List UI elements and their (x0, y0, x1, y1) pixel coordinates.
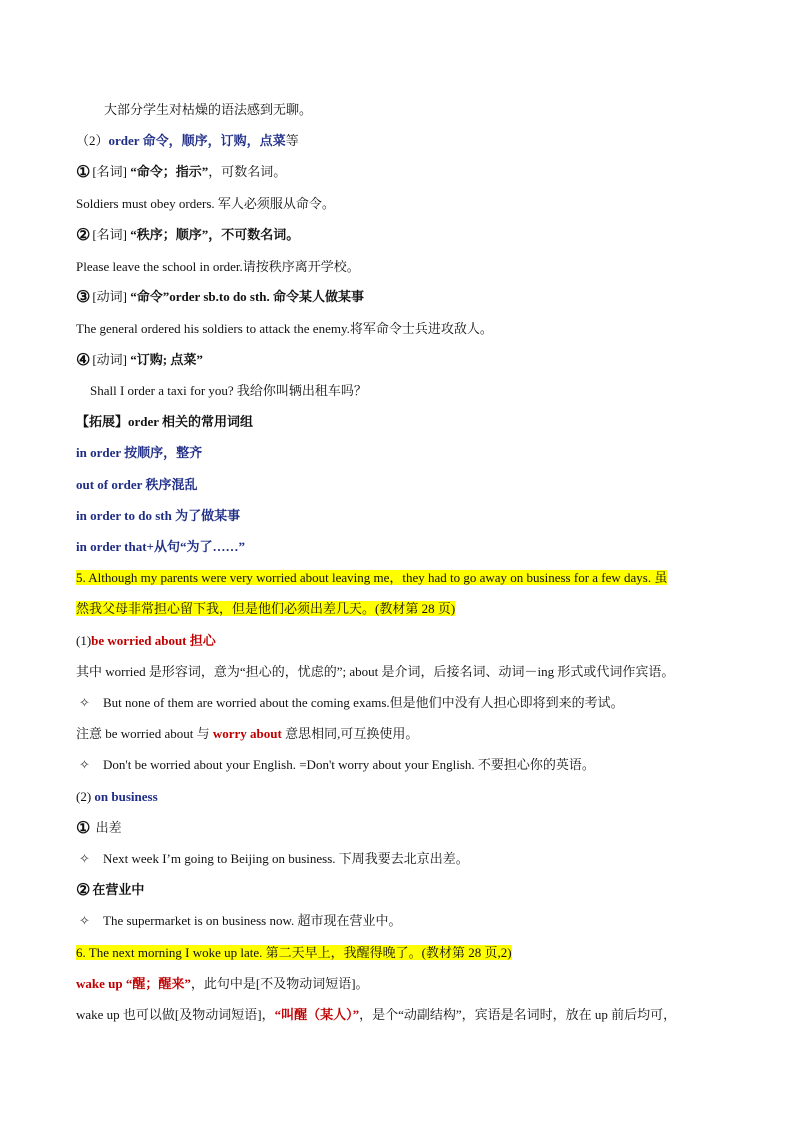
phrase-in-order (76, 444, 734, 462)
example-beijing-business-text: Next week I’m going to Beijing on business. 下周我要去北京出差。 (103, 851, 469, 866)
order-sense-1-pos: [名词] (92, 164, 131, 179)
wake-up-intransitive (76, 975, 734, 993)
phrase-in-order-that-cn: +从句“为了……” (146, 539, 245, 554)
phrase-in-order-to-cn: 为了做某事 (175, 508, 241, 523)
phrase-in-order-that (76, 538, 734, 556)
phrase-out-of-order-en: out of order (76, 477, 146, 492)
example-supermarket (76, 912, 734, 930)
phrase-in-order-cn: 按顺序，整齐 (124, 445, 203, 460)
example-coming-exams (76, 694, 734, 712)
on-business-sense-1-text: 出差 (92, 820, 122, 835)
order-sense-3 (76, 288, 734, 307)
example-dont-worry (76, 756, 734, 774)
heading-order (76, 132, 734, 150)
sparkle-bullet-icon: ✧ (79, 695, 90, 710)
heading-order-suffix: 等 (285, 133, 299, 148)
circled-number-1: ① (76, 820, 91, 837)
phrase-out-of-order-cn: 秩序混乱 (145, 477, 198, 492)
sentence-5-english-text: 5. Although my parents were very worried about leaving me，they had to go away on business for a few days. 虽 (76, 570, 668, 585)
worried-explanation: 其中 worried 是形容词，意为“担心的，忧虑的”; about 是介词，后接名词、动词－ing 形式或代词作宾语。 (76, 664, 675, 679)
phrase-out-of-order (76, 476, 734, 494)
note-worry-about-phrase: worry about (212, 726, 282, 741)
sentence-6 (76, 944, 734, 962)
order-sense-1-meaning: “命令；指示” (130, 164, 209, 179)
example-general-ordered: The general ordered his soldiers to attack the enemy.将军命令士兵进攻敌人。 (76, 321, 493, 336)
sentence-5-chinese (76, 600, 734, 618)
heading-order-prefix: （2） (76, 133, 109, 148)
heading-be-worried-about-phrase: be worried about 担心 (91, 633, 216, 648)
example-leave-in-order: Please leave the school in order.请按秩序离开学校。 (76, 259, 360, 274)
order-sense-4 (76, 351, 734, 370)
extension-heading: 【拓展】order 相关的常用词组 (76, 414, 254, 429)
sentence-5-english (76, 569, 734, 587)
on-business-sense-2-text: 在营业中 (92, 882, 145, 897)
heading-on-business-prefix: (2) (76, 789, 95, 804)
wake-up-transitive (76, 1006, 734, 1024)
example-beijing-business (76, 850, 734, 868)
circled-number-2: ② (76, 227, 91, 244)
example-coming-exams-text: But none of them are worried about the coming exams.但是他们中没有人担心即将到来的考试。 (103, 695, 624, 710)
example-dont-worry-text: Don't be worried about your English. =Don't worry about your English. 不要担心你的英语。 (103, 757, 595, 772)
phrase-in-order-to (76, 507, 734, 525)
note-worry-about-c: 意思相同,可互换使用。 (281, 726, 419, 741)
wake-up-transitive-meaning: “叫醒（某人）” (274, 1007, 360, 1022)
wake-up-phrase: wake up “醒；醒来” (76, 976, 191, 991)
phrase-in-order-to-en: in order to do sth (76, 508, 176, 523)
on-business-sense-1 (76, 819, 734, 838)
order-sense-3-meaning: “命令”order sb.to do sth. 命令某人做某事 (130, 289, 365, 304)
order-sense-4-pos: [动词] (92, 352, 131, 367)
note-worry-about (76, 725, 734, 743)
note-worry-about-a: 注意 be worried about 与 (76, 726, 213, 741)
sparkle-bullet-icon: ✧ (79, 757, 90, 772)
text-line-grammar-boring: 大部分学生对枯燥的语法感到无聊。 (104, 102, 313, 117)
heading-be-worried-about (76, 632, 734, 650)
sparkle-bullet-icon: ✧ (79, 913, 90, 928)
wake-up-transitive-c: ，是个“动副结构”，宾语是名词时，放在 up 前后均可， (359, 1007, 677, 1022)
sentence-5-chinese-text: 然我父母非常担心留下我，但是他们必须出差几天。(教材第 28 页) (76, 601, 456, 616)
heading-on-business (76, 788, 734, 806)
order-sense-4-meaning: “订购; 点菜” (130, 352, 203, 367)
order-sense-2 (76, 226, 734, 245)
heading-be-worried-about-prefix: (1) (76, 633, 92, 648)
phrase-in-order-en: in order (76, 445, 125, 460)
sparkle-bullet-icon: ✧ (79, 851, 90, 866)
circled-number-1: ① (76, 164, 91, 181)
example-order-taxi: Shall I order a taxi for you? 我给你叫辆出租车吗？ (90, 383, 367, 398)
phrase-in-order-that-en: in order that (76, 539, 147, 554)
order-sense-1 (76, 163, 734, 182)
on-business-sense-2 (76, 881, 734, 900)
heading-order-meaning: 命令，顺序，订购，点菜 (139, 133, 286, 148)
example-soldiers-obey: Soldiers must obey orders. 军人必须服从命令。 (76, 196, 335, 211)
order-sense-1-note: ，可数名词。 (208, 164, 287, 179)
example-supermarket-text: The supermarket is on business now. 超市现在营业中。 (103, 913, 402, 928)
circled-number-4: ④ (76, 352, 91, 369)
wake-up-intransitive-note: ，此句中是[不及物动词短语]。 (190, 976, 369, 991)
heading-order-word: order (108, 133, 140, 148)
circled-number-2: ② (76, 882, 91, 899)
wake-up-transitive-a: wake up 也可以做[及物动词短语]， (76, 1007, 275, 1022)
heading-on-business-phrase: on business (94, 789, 158, 804)
order-sense-3-pos: [动词] (92, 289, 131, 304)
circled-number-3: ③ (76, 289, 91, 306)
order-sense-2-pos: [名词] (92, 227, 131, 242)
order-sense-2-meaning: “秩序；顺序”，不可数名词。 (130, 227, 300, 242)
sentence-6-text: 6. The next morning I woke up late. 第二天早上，我醒得晚了。(教材第 28 页,2) (76, 945, 512, 960)
